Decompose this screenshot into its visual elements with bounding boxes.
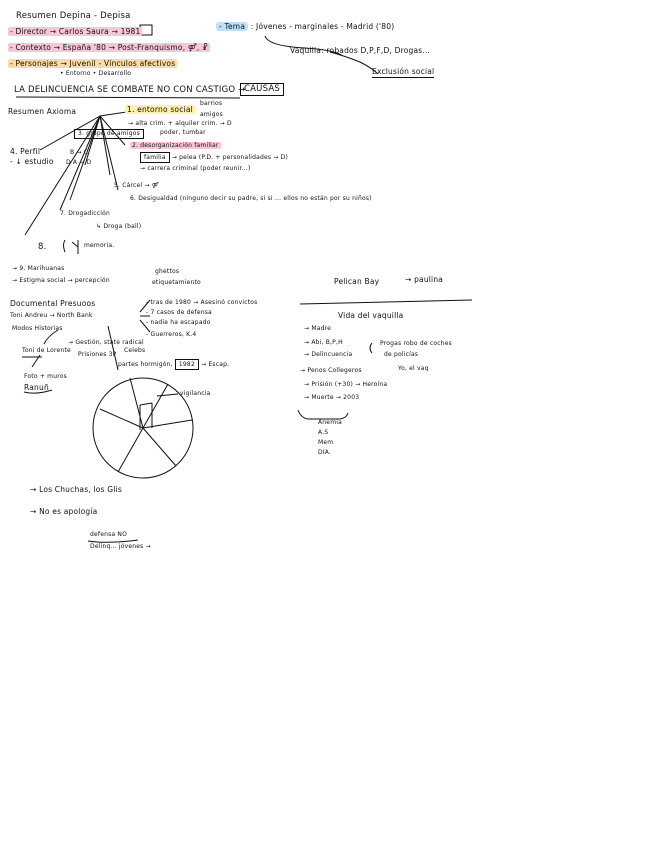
delinquency-headline: LA DELINCUENCIA SE COMBATE NO CON CASTIGO →	[14, 85, 246, 95]
doc-point-4: - Guerreros, K.4	[146, 331, 197, 338]
social-environment	[125, 106, 195, 114]
escape: → Escap.	[201, 361, 230, 368]
pelican-arrow: → paulina	[405, 275, 444, 284]
walls-concrete	[118, 362, 229, 368]
list-2: A.S	[318, 429, 329, 436]
context-text: - Contexto → España '80 → Post-Franquismo, ⚤, ☧	[10, 43, 209, 52]
parts: partes	[118, 361, 139, 368]
ghettos: ghettos	[155, 268, 180, 275]
vaq-2: → Abi, B,P,H	[304, 339, 343, 346]
vaq-6: → Muerte → 2003	[304, 394, 360, 401]
memory: memoria.	[84, 242, 115, 249]
friend-group: 3. grupo de amigos	[74, 129, 144, 139]
vaq-3: → Delincuencia	[304, 351, 353, 358]
vaquilla-note: Vaquilla: robados D,P,F,D, Drogas...	[290, 46, 431, 55]
theme-line	[216, 23, 394, 31]
vaq-5: → Prisión (+30) → Heroína	[304, 381, 388, 388]
not-apology: → No es apología	[30, 507, 98, 516]
vaquilla-life: Vida del vaquilla	[338, 311, 404, 320]
director-text: - Director → Carlos Saura → 1981	[10, 27, 141, 36]
toni-lorente: Toni de Lorente	[22, 347, 71, 354]
marijuana: → 9. Marihuanas	[12, 265, 65, 272]
characters-subline: • Entorno • Desarrollo	[60, 70, 132, 77]
drug-addiction: 7. Drogadicción	[60, 210, 110, 217]
doc-point-3: - nadie ha escapado	[146, 319, 211, 326]
social-stigma: → Estigma social → percepción	[12, 277, 110, 284]
defense-no: defensa NO	[90, 531, 128, 538]
list-3: Mem	[318, 439, 334, 446]
radical-management: → Gestión, state radical	[68, 339, 144, 346]
director-line	[8, 28, 142, 36]
low-study: - ↓ estudio	[10, 157, 54, 166]
police: de policías	[384, 351, 419, 358]
summary-title: Resumen Depina - Depisa	[16, 11, 131, 21]
social-exclusion: Exclusión social	[372, 67, 435, 76]
delinquent-youth: Delinq... jóvenes →	[90, 543, 151, 550]
context-line	[8, 44, 210, 52]
family-disorg	[130, 143, 221, 149]
concrete: hormigón,	[140, 361, 173, 368]
documentary-title: Documental Presuoos	[10, 299, 96, 308]
surveillance: vigilancia	[180, 390, 211, 397]
inequality: 6. Desigualdad (ninguno decir su padre, si si ... ellos no están por su niños)	[130, 195, 372, 202]
criminal-career: → carrera criminal (poder reunir...)	[140, 165, 251, 172]
family-box: familia	[140, 152, 170, 163]
vaq-4: → Penos Collegeros	[300, 367, 362, 374]
vaq-4b: Yo, el vaq	[398, 365, 429, 372]
theme-label: - Tema	[216, 22, 248, 31]
chuchas: → Los Chuchas, los Glis	[30, 485, 122, 494]
characters-text: - Personajes → Juvenil - Vínculos afectivos	[10, 59, 176, 68]
characters-line	[8, 60, 177, 68]
neighborhoods: barrios	[200, 100, 223, 107]
axiom-summary: Resumen Axioma	[8, 107, 77, 116]
high-crime: → alta crim. + alquiler crim. → D	[128, 120, 232, 127]
toni-andreu: Toni Andreu → North Bank	[10, 312, 93, 319]
item-eight: 8.	[38, 242, 47, 252]
list-1: Anemia	[318, 419, 342, 426]
celebs: Celebs	[124, 347, 146, 354]
friends: amigos	[200, 111, 223, 118]
sub-d: D A → D	[66, 159, 92, 166]
causes-box: CAUSAS	[240, 83, 284, 96]
pelican-bay: Pelican Bay	[334, 277, 380, 286]
profile: 4. Perfil	[10, 147, 41, 156]
ranuz: Ranuñ	[24, 383, 49, 392]
year-1982: 1982	[175, 359, 199, 370]
doc-point-1: - tras de 1980 → Asesinó convictos	[146, 299, 258, 306]
modes-stories: Modos Historias	[12, 325, 63, 332]
drug-ball: ↳ Droga (ball)	[96, 223, 142, 230]
theme-text: : Jóvenes - marginales - Madrid ('80)	[250, 22, 395, 31]
power-note: poder, tumbar	[160, 129, 206, 136]
family-disorg-text: 2. desorganización familiar	[132, 142, 219, 149]
fight-note: → pelea (P.D. + personalidades → D)	[171, 154, 288, 161]
vaq-1: → Madre	[304, 325, 332, 332]
jail: 5. Cárcel → ⚤	[114, 182, 159, 189]
prisons-3p: Prisiones 3P	[78, 351, 117, 358]
list-4: DIA.	[318, 449, 332, 456]
family-line	[140, 155, 288, 161]
labeling: etiquetamiento	[152, 279, 201, 286]
doc-point-2: - 7 casos de defensa	[146, 309, 212, 316]
car-theft: Progas robo de coches	[380, 340, 452, 347]
photo-walls: Foto + muros	[24, 373, 67, 380]
sub-b: B → C	[70, 149, 89, 156]
social-environment-text: 1. entorno social	[127, 105, 193, 114]
